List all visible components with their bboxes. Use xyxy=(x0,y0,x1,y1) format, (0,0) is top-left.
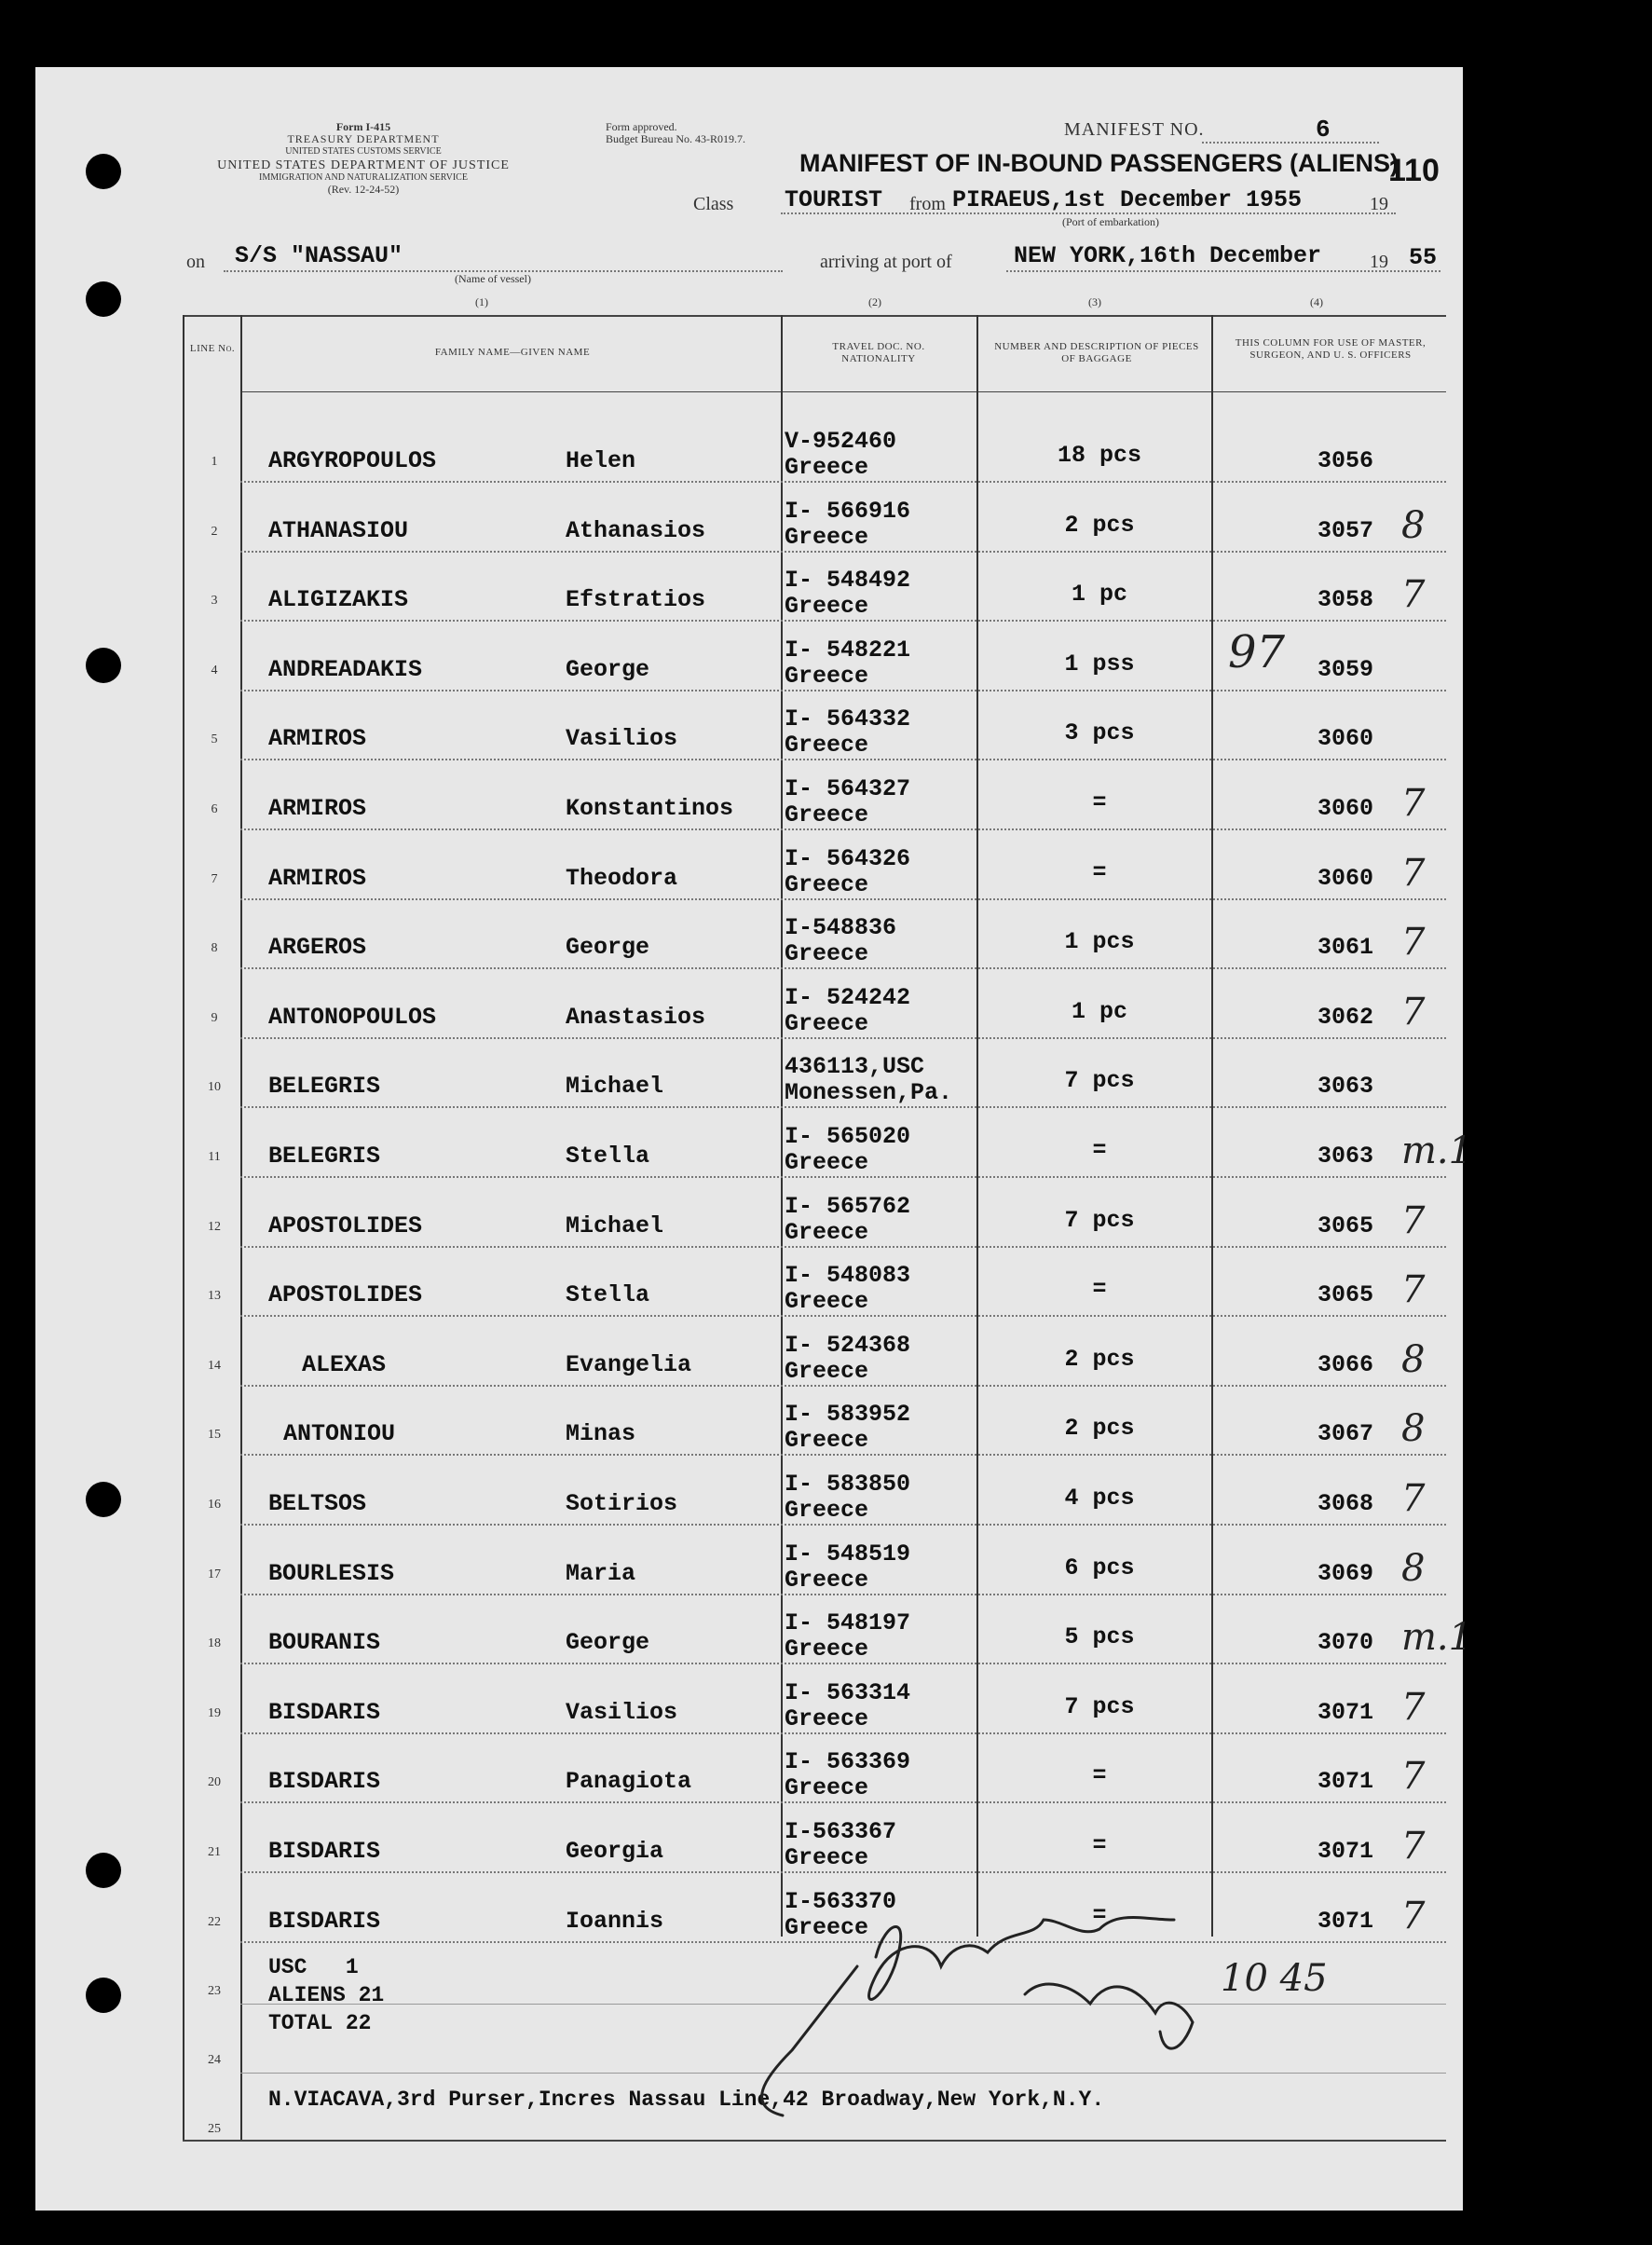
line-number: 22 xyxy=(208,1915,221,1929)
travel-doc-number: I- 524368 xyxy=(785,1332,911,1359)
handwritten-mark: 7 xyxy=(1401,921,1426,964)
travel-doc-number: V-952460 xyxy=(785,428,897,455)
given-name: Anastasios xyxy=(566,1004,706,1031)
year-prefix: 19 xyxy=(1370,194,1388,214)
manifest-title: MANIFEST OF IN-BOUND PASSENGERS (ALIENS) xyxy=(799,149,1399,177)
line-number: 9 xyxy=(211,1011,218,1025)
officer-number: 3069 xyxy=(1318,1560,1374,1587)
given-name: Sotirios xyxy=(566,1490,678,1517)
column-number-4: (4) xyxy=(1310,295,1323,308)
row-rule xyxy=(240,1106,1446,1108)
table-row xyxy=(0,428,1652,500)
travel-doc-cell xyxy=(785,1541,910,1594)
manifest-number: 6 xyxy=(1316,116,1331,144)
row-rule xyxy=(240,759,1446,760)
table-row xyxy=(0,1123,1652,1195)
row-rule xyxy=(240,1871,1446,1873)
given-name: Vasilios xyxy=(566,1699,678,1726)
travel-doc-cell xyxy=(785,1333,910,1385)
line-number: 10 xyxy=(208,1080,221,1094)
line-number: 1 xyxy=(211,455,218,469)
table-row xyxy=(0,845,1652,917)
row-rule xyxy=(240,1037,1446,1039)
row-rule xyxy=(240,481,1446,483)
table-row xyxy=(0,1262,1652,1334)
travel-doc-cell xyxy=(785,985,910,1037)
family-name: ARGEROS xyxy=(268,934,367,961)
officer-number: 3059 xyxy=(1318,656,1374,683)
travel-doc-number: I- 583850 xyxy=(785,1471,911,1498)
line-number: 19 xyxy=(208,1706,221,1720)
travel-doc-cell xyxy=(785,1749,910,1801)
nationality: Greece xyxy=(785,1219,869,1246)
baggage: = xyxy=(1092,1276,1107,1303)
row-rule xyxy=(240,620,1446,622)
given-name: Efstratios xyxy=(566,586,706,613)
family-name: ARMIROS xyxy=(268,865,367,892)
given-name: Evangelia xyxy=(566,1351,692,1378)
handwritten-mark: 8 xyxy=(1401,1547,1426,1590)
baggage: = xyxy=(1092,1832,1107,1859)
line-number: 18 xyxy=(208,1636,221,1650)
row-rule xyxy=(240,828,1446,830)
travel-doc-cell xyxy=(785,1263,910,1315)
officer-number: 3067 xyxy=(1318,1420,1374,1447)
class-value: TOURIST xyxy=(785,186,883,213)
line-number: 11 xyxy=(208,1150,221,1164)
travel-doc-number: I- 524242 xyxy=(785,984,911,1011)
travel-doc-cell xyxy=(785,1680,910,1732)
handwritten-mark: 7 xyxy=(1401,1686,1426,1729)
nationality: Greece xyxy=(785,524,869,551)
column-number-3: (3) xyxy=(1088,295,1101,308)
officer-number: 3057 xyxy=(1318,517,1374,544)
baggage: = xyxy=(1092,859,1107,886)
line-number: 3 xyxy=(211,594,218,608)
officer-number: 3065 xyxy=(1318,1281,1374,1308)
row-rule xyxy=(240,1454,1446,1456)
family-name: ALIGIZAKIS xyxy=(268,586,409,613)
line-number: 17 xyxy=(208,1567,221,1581)
given-name: Stella xyxy=(566,1281,650,1308)
officer-number: 3060 xyxy=(1318,795,1374,822)
baggage: 2 pcs xyxy=(1064,1415,1135,1442)
travel-doc-cell xyxy=(785,1124,910,1176)
travel-doc-number: I- 564327 xyxy=(785,775,911,802)
family-name: ANTONOPOULOS xyxy=(268,1004,437,1031)
embarkation-port: PIRAEUS,1st December 1955 xyxy=(952,186,1303,213)
officer-number: 3071 xyxy=(1318,1838,1374,1865)
travel-doc-number: I- 548221 xyxy=(785,637,911,664)
travel-doc-number: I- 563314 xyxy=(785,1679,911,1706)
given-name: George xyxy=(566,934,650,961)
handwritten-mark: 7 xyxy=(1401,1268,1426,1311)
line-number: 20 xyxy=(208,1775,221,1789)
handwritten-mark: 8 xyxy=(1401,504,1426,547)
baggage: 7 pcs xyxy=(1064,1207,1135,1234)
port-caption: (Port of embarkation) xyxy=(1062,215,1159,228)
table-row xyxy=(0,1332,1652,1403)
travel-doc-number: I-563370 xyxy=(785,1888,897,1915)
baggage: = xyxy=(1092,789,1107,816)
officer-number: 3068 xyxy=(1318,1490,1374,1517)
officer-number: 3066 xyxy=(1318,1351,1374,1378)
travel-doc-number: 436113,USC xyxy=(785,1053,925,1080)
nationality: Greece xyxy=(785,1010,869,1037)
nationality: Greece xyxy=(785,732,869,759)
nationality: Greece xyxy=(785,1427,869,1454)
family-name: APOSTOLIDES xyxy=(268,1212,423,1239)
baggage: = xyxy=(1092,1902,1107,1929)
table-row xyxy=(0,914,1652,986)
row-rule xyxy=(240,1176,1446,1178)
nationality: Greece xyxy=(785,940,869,967)
nationality: Monessen,Pa. xyxy=(785,1079,953,1106)
table-row xyxy=(0,1193,1652,1265)
baggage: 6 pcs xyxy=(1064,1554,1135,1581)
arrival-port-date: NEW YORK,16th December xyxy=(1014,242,1322,269)
travel-doc-number: I-563367 xyxy=(785,1818,897,1845)
table-row xyxy=(0,569,1652,638)
arriving-label: arriving at port of xyxy=(820,252,952,272)
line-number: 12 xyxy=(208,1220,221,1234)
line-number: 16 xyxy=(208,1498,221,1512)
nationality: Greece xyxy=(785,593,869,620)
given-name: Athanasios xyxy=(566,517,706,544)
baggage: 1 pc xyxy=(1071,581,1127,608)
officer-number: 3061 xyxy=(1318,934,1374,961)
approval-note: Form approved. Budget Bureau No. 43-R019.7. xyxy=(606,120,745,145)
given-name: Helen xyxy=(566,447,636,474)
given-name: George xyxy=(566,656,650,683)
family-name: ANTONIOU xyxy=(283,1420,396,1447)
travel-doc-number: I-548836 xyxy=(785,914,897,941)
officer-number: 3062 xyxy=(1318,1004,1374,1031)
line-number: 7 xyxy=(211,872,218,886)
travel-doc-cell xyxy=(785,846,910,898)
manifest-label: MANIFEST NO. xyxy=(1064,119,1205,140)
form-header-left xyxy=(182,121,545,196)
table-row xyxy=(0,1818,1652,1890)
row-rule xyxy=(240,1941,1446,1943)
given-name: Georgia xyxy=(566,1838,664,1865)
row-rule xyxy=(240,1246,1446,1248)
justice-department: UNITED STATES DEPARTMENT OF JUSTICE xyxy=(217,158,510,172)
travel-doc-number: I- 548519 xyxy=(785,1540,911,1567)
family-name: BOURANIS xyxy=(268,1629,381,1656)
column-number-1: (1) xyxy=(475,295,488,308)
line-number: 21 xyxy=(208,1845,221,1859)
travel-doc-cell xyxy=(785,499,910,551)
family-name: ARMIROS xyxy=(268,795,367,822)
nationality: Greece xyxy=(785,1705,869,1732)
family-name: BISDARIS xyxy=(268,1838,381,1865)
travel-doc-cell xyxy=(785,637,910,690)
table-row xyxy=(0,984,1652,1056)
line-number-23: 23 xyxy=(208,1984,221,1998)
handwritten-mark: 7 xyxy=(1401,1755,1426,1798)
baggage: 1 pcs xyxy=(1064,928,1135,955)
handwritten-baggage-mark: 97 xyxy=(1228,626,1286,678)
line-number: 4 xyxy=(211,664,218,678)
table-row xyxy=(0,1540,1652,1612)
table-row xyxy=(0,1748,1652,1820)
handwritten-mark: m.1 xyxy=(1401,1129,1473,1172)
row-rule xyxy=(240,898,1446,900)
table-row xyxy=(0,705,1652,777)
officer-number: 3070 xyxy=(1318,1629,1374,1656)
row-rule xyxy=(240,1524,1446,1526)
vessel-name: S/S "NASSAU" xyxy=(235,242,403,269)
vessel-caption: (Name of vessel) xyxy=(455,272,531,285)
class-label: Class xyxy=(693,194,734,214)
column-header-baggage: NUMBER AND DESCRIPTION OF PIECES OF BAGGAGE xyxy=(994,341,1199,364)
aliens-count: ALIENS 21 xyxy=(268,1983,385,2007)
handwritten-mark: 7 xyxy=(1401,852,1426,895)
row-rule xyxy=(240,1385,1446,1387)
travel-doc-cell xyxy=(785,706,910,759)
baggage: 18 pcs xyxy=(1057,442,1141,469)
officer-number: 3065 xyxy=(1318,1212,1374,1239)
officer-number: 3071 xyxy=(1318,1768,1374,1795)
given-name: Ioannis xyxy=(566,1908,664,1935)
treasury-department: TREASURY DEPARTMENT xyxy=(287,132,440,145)
punch-hole xyxy=(86,281,121,317)
row-rule xyxy=(240,967,1446,969)
table-row xyxy=(0,1473,1652,1542)
travel-doc-cell xyxy=(785,1194,910,1246)
row-rule xyxy=(240,1315,1446,1317)
officer-number: 3060 xyxy=(1318,725,1374,752)
from-label: from xyxy=(909,194,946,214)
family-name: ARGYROPOULOS xyxy=(268,447,437,474)
arrival-year: 55 xyxy=(1409,244,1438,271)
table-row xyxy=(0,1053,1652,1125)
given-name: Vasilios xyxy=(566,725,678,752)
purser-line: N.VIACAVA,3rd Purser,Incres Nassau Line,42 Broadway,New York,N.Y. xyxy=(268,2088,1105,2112)
column-number-2: (2) xyxy=(868,295,881,308)
family-name: BISDARIS xyxy=(268,1699,381,1726)
row-rule xyxy=(240,551,1446,553)
table-row xyxy=(0,500,1652,569)
nationality: Greece xyxy=(785,871,869,898)
given-name: Maria xyxy=(566,1560,636,1587)
given-name: Konstantinos xyxy=(566,795,734,822)
row-rule xyxy=(240,1801,1446,1803)
given-name: Panagiota xyxy=(566,1768,692,1795)
nationality: Greece xyxy=(785,1288,869,1315)
travel-doc-cell xyxy=(785,915,896,967)
family-name: BELTSOS xyxy=(268,1490,367,1517)
given-name: Minas xyxy=(566,1420,636,1447)
officer-number: 3063 xyxy=(1318,1073,1374,1100)
table-row xyxy=(0,1403,1652,1472)
nationality: Greece xyxy=(785,1149,869,1176)
baggage: 7 pcs xyxy=(1064,1693,1135,1720)
customs-service: UNITED STATES CUSTOMS SERVICE xyxy=(285,146,442,157)
family-name: BISDARIS xyxy=(268,1768,381,1795)
baggage: = xyxy=(1092,1137,1107,1164)
given-name: Theodora xyxy=(566,865,678,892)
page-number: 110 xyxy=(1388,153,1440,188)
line-number: 13 xyxy=(208,1289,221,1303)
row-rule xyxy=(240,1732,1446,1734)
officer-number: 3058 xyxy=(1318,586,1374,613)
row-rule xyxy=(240,690,1446,691)
nationality: Greece xyxy=(785,1497,869,1524)
handwritten-mark: 8 xyxy=(1401,1338,1426,1381)
family-name: BELEGRIS xyxy=(268,1073,381,1100)
travel-doc-cell xyxy=(785,1819,896,1871)
travel-doc-cell xyxy=(785,568,910,620)
column-header-travel-doc: TRAVEL DOC. NO. NATIONALITY xyxy=(832,341,925,364)
nationality: Greece xyxy=(785,1914,869,1941)
travel-doc-cell xyxy=(785,1054,952,1106)
column-header-name: FAMILY NAME—GIVEN NAME xyxy=(434,347,591,358)
line-number: 2 xyxy=(211,525,218,539)
travel-doc-number: I- 566916 xyxy=(785,498,911,525)
family-name: BOURLESIS xyxy=(268,1560,395,1587)
line-number-25: 25 xyxy=(208,2122,221,2136)
baggage: 2 pcs xyxy=(1064,1346,1135,1373)
nationality: Greece xyxy=(785,801,869,828)
line-number: 5 xyxy=(211,732,218,746)
total-count: TOTAL 22 xyxy=(268,2011,372,2035)
family-name: ARMIROS xyxy=(268,725,367,752)
officer-number: 3071 xyxy=(1318,1699,1374,1726)
baggage: 7 pcs xyxy=(1064,1067,1135,1094)
punch-hole xyxy=(86,154,121,189)
line-number-24: 24 xyxy=(208,2053,221,2067)
row-rule xyxy=(240,1663,1446,1664)
usc-count: USC 1 xyxy=(268,1955,359,1979)
baggage: 5 pcs xyxy=(1064,1623,1135,1650)
revision-date: (Rev. 12-24-52) xyxy=(327,183,400,196)
table-row xyxy=(0,775,1652,847)
punch-hole xyxy=(86,1978,121,2013)
baggage: 4 pcs xyxy=(1064,1485,1135,1512)
family-name: APOSTOLIDES xyxy=(268,1281,423,1308)
baggage: 1 pss xyxy=(1064,650,1135,678)
nationality: Greece xyxy=(785,1844,869,1871)
travel-doc-number: I- 583952 xyxy=(785,1401,911,1428)
travel-doc-cell xyxy=(785,1889,896,1941)
family-name: BISDARIS xyxy=(268,1908,381,1935)
travel-doc-cell xyxy=(785,776,910,828)
baggage: 1 pc xyxy=(1071,998,1127,1025)
arrival-year-prefix: 19 xyxy=(1370,252,1388,272)
given-name: Michael xyxy=(566,1073,664,1100)
family-name: ATHANASIOU xyxy=(268,517,409,544)
nationality: Greece xyxy=(785,1636,869,1663)
line-number: 14 xyxy=(208,1359,221,1373)
nationality: Greece xyxy=(785,454,869,481)
baggage: = xyxy=(1092,1762,1107,1789)
column-header-line: LINE No. xyxy=(189,343,236,354)
handwritten-mark: 7 xyxy=(1401,573,1426,616)
table-row xyxy=(0,639,1652,708)
nationality: Greece xyxy=(785,663,869,690)
line-number: 15 xyxy=(208,1428,221,1442)
nationality: Greece xyxy=(785,1774,869,1801)
form-number: Form I-415 xyxy=(335,120,391,133)
given-name: Stella xyxy=(566,1143,650,1170)
travel-doc-cell xyxy=(785,429,896,481)
handwritten-mark: 7 xyxy=(1401,991,1426,1034)
signature-time: 10 45 xyxy=(1221,1957,1328,2000)
row-rule xyxy=(240,1594,1446,1595)
travel-doc-number: I- 548197 xyxy=(785,1609,911,1636)
officer-number: 3063 xyxy=(1318,1143,1374,1170)
handwritten-mark: 7 xyxy=(1401,782,1426,825)
nationality: Greece xyxy=(785,1567,869,1594)
officer-number: 3071 xyxy=(1318,1908,1374,1935)
handwritten-mark: m.1 xyxy=(1401,1616,1473,1659)
officer-number: 3056 xyxy=(1318,447,1374,474)
table-row xyxy=(0,1888,1652,1960)
on-label: on xyxy=(186,252,205,272)
handwritten-mark: 7 xyxy=(1401,1477,1426,1520)
handwritten-mark: 7 xyxy=(1401,1825,1426,1868)
family-name: BELEGRIS xyxy=(268,1143,381,1170)
officer-number: 3060 xyxy=(1318,865,1374,892)
given-name: Michael xyxy=(566,1212,664,1239)
nationality: Greece xyxy=(785,1358,869,1385)
handwritten-mark: 7 xyxy=(1401,1199,1426,1242)
travel-doc-number: I- 565020 xyxy=(785,1123,911,1150)
line-number: 6 xyxy=(211,802,218,816)
baggage: 2 pcs xyxy=(1064,512,1135,539)
travel-doc-cell xyxy=(785,1472,910,1524)
table-row xyxy=(0,1679,1652,1751)
given-name: George xyxy=(566,1629,650,1656)
travel-doc-number: I- 548492 xyxy=(785,567,911,594)
table-row xyxy=(0,1609,1652,1681)
handwritten-mark: 7 xyxy=(1401,1895,1426,1937)
travel-doc-number: I- 564332 xyxy=(785,705,911,732)
travel-doc-number: I- 563369 xyxy=(785,1748,911,1775)
travel-doc-cell xyxy=(785,1610,910,1663)
baggage: 3 pcs xyxy=(1064,719,1135,746)
family-name: ALEXAS xyxy=(302,1351,387,1378)
travel-doc-number: I- 565762 xyxy=(785,1193,911,1220)
immigration-service: IMMIGRATION AND NATURALIZATION SERVICE xyxy=(259,172,468,183)
handwritten-mark: 8 xyxy=(1401,1407,1426,1450)
travel-doc-number: I- 564326 xyxy=(785,845,911,872)
travel-doc-number: I- 548083 xyxy=(785,1262,911,1289)
travel-doc-cell xyxy=(785,1402,910,1454)
column-header-officers: THIS COLUMN FOR USE OF MASTER, SURGEON, AND U. S. OFFICERS xyxy=(1235,337,1427,361)
line-number: 8 xyxy=(211,941,218,955)
family-name: ANDREADAKIS xyxy=(268,656,423,683)
